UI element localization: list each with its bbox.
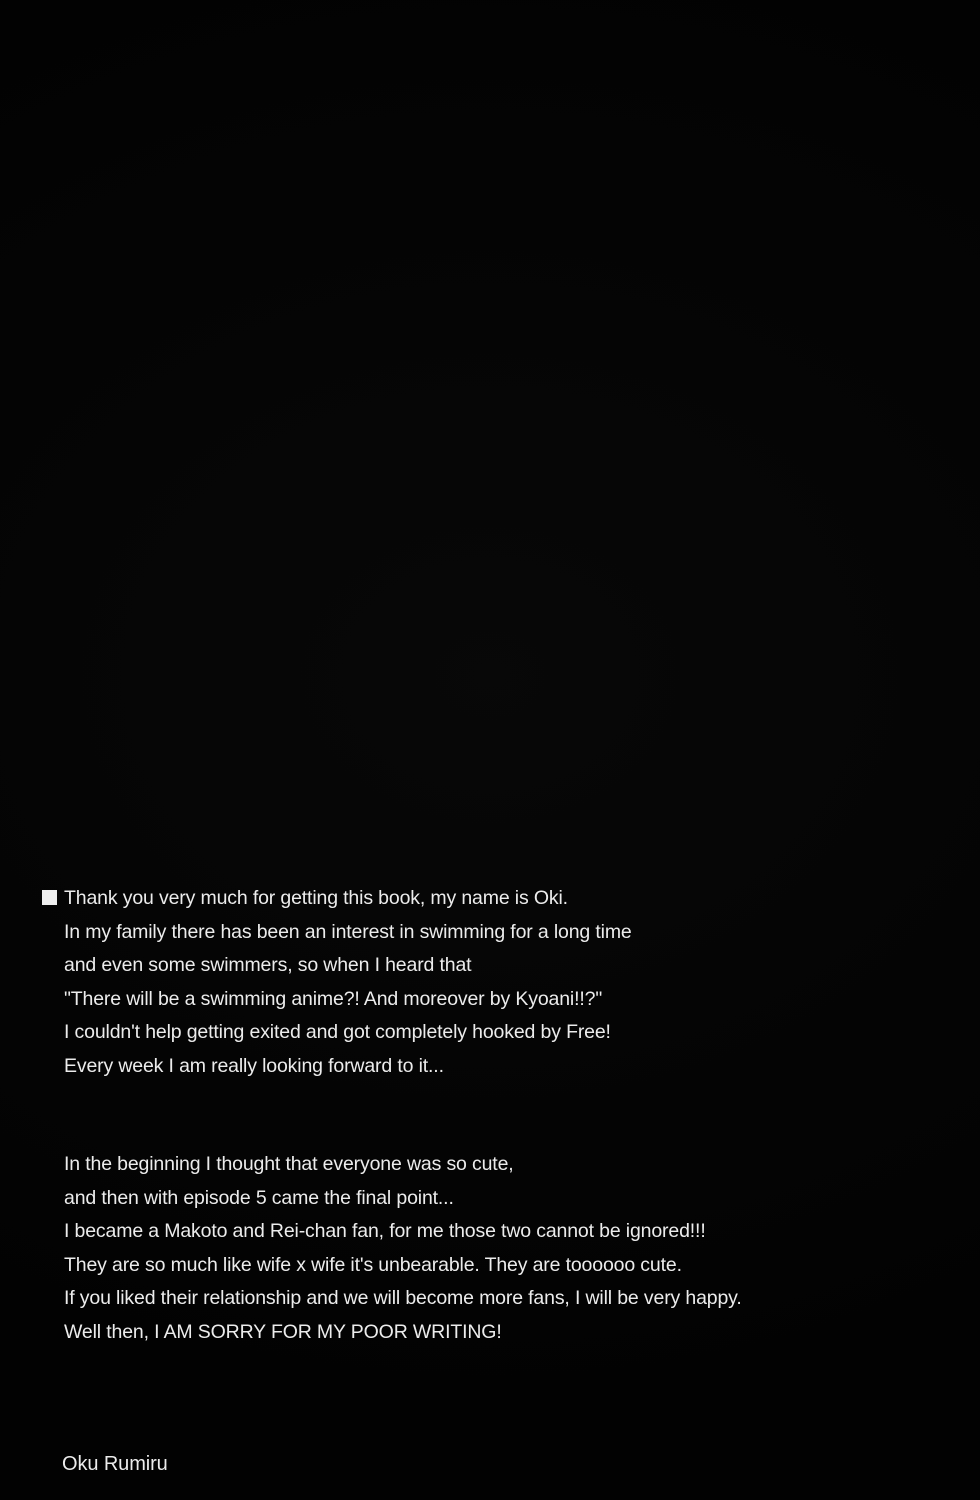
afterword-line: In the beginning I thought that everyone was so cute,: [64, 1153, 514, 1175]
afterword-line: They are so much like wife x wife it's unbearable. They are toooooo cute.: [64, 1253, 682, 1276]
afterword-line: Well then, I AM SORRY FOR MY POOR WRITING!: [64, 1320, 502, 1343]
afterword-paragraph-2: [64, 1148, 844, 1349]
author-signature: Oku Rumiru: [62, 1453, 168, 1475]
square-bullet-icon: [42, 890, 57, 905]
afterword-paragraph-1: [64, 882, 844, 1083]
afterword-line: and even some swimmers, so when I heard that: [64, 954, 472, 976]
afterword-line: Every week I am really looking forward to it...: [64, 1054, 444, 1077]
afterword-line: I became a Makoto and Rei-chan fan, for me those two cannot be ignored!!!: [64, 1220, 706, 1242]
afterword-line: and then with episode 5 came the final point...: [64, 1186, 454, 1209]
afterword-line: I couldn't help getting exited and got completely hooked by Free!: [64, 1021, 611, 1043]
afterword-line: "There will be a swimming anime?! And moreover by Kyoani!!?": [64, 987, 603, 1010]
afterword-line: If you liked their relationship and we will become more fans, I will be very happy.: [64, 1287, 742, 1309]
afterword-line: In my family there has been an interest in swimming for a long time: [64, 920, 632, 943]
afterword-line: Thank you very much for getting this book, my name is Oki.: [64, 887, 568, 909]
